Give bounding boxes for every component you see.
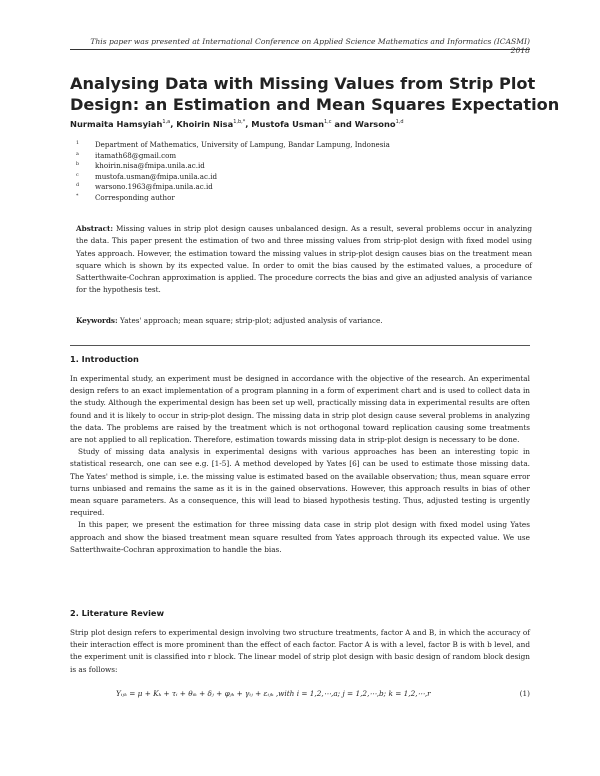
affiliation-mark: c [76, 172, 79, 178]
section-divider [70, 345, 530, 346]
affiliation-mark: 1 [76, 141, 80, 146]
affiliation-text: Department of Mathematics, University of Lampung, Bandar Lampung, Indonesia [95, 140, 390, 149]
affiliation-email: itamath68@gmail.com [95, 150, 177, 160]
paragraph: Strip plot design refers to experimental design involving two structure treatments, factor A and B, in which the accuracy of their interaction effect is more prominent than the effect of each factor. Factor A is with a level, factor B is with b level, and the experiment unit is classified into r block. The linear model of strip plot design with basic design of random block design is as follows: [70, 628, 530, 674]
equation-number: (1) [519, 689, 530, 698]
author-affiliation-mark: 1,d [395, 119, 404, 126]
affiliation-email: warsono.1963@fmipa.unila.ac.id [95, 182, 213, 192]
paper-title [70, 73, 560, 115]
affiliation-item [70, 161, 540, 172]
affiliation-mark: a [76, 151, 79, 157]
introduction-body [70, 373, 530, 556]
abstract-text: Missing values in strip plot design causes unbalanced design. As a result, several problems occur in analyzing the data. This paper present the estimation of two and three missing values from strip-plot design with fixed model using Yates approach. However, the estimation toward the missing values in strip-plot design causes bias on the treatment mean square which is shown by its expected value. In order to omit the bias caused by the estimated values, a procedure of Satterthwaite-Cochran approximation is applied. The procedure corrects the bias and give an adjusted analysis of variance for the hypothesis test. [76, 224, 532, 295]
title-line-2: Design: an Estimation and Mean Squares Expectation [70, 95, 560, 114]
affiliation-mark: b [76, 162, 80, 168]
author-list [70, 119, 404, 129]
conference-note: This paper was presented at International Conference on Applied Science Mathematics and Informatics (ICASMI) 2018 [90, 37, 530, 55]
section-heading-introduction: 1. Introduction [70, 354, 139, 364]
equation-expression: Yᵢⱼₖ = μ + Kₖ + τᵢ + θᵢₖ + δⱼ + φⱼₖ + γᵢⱼ + εᵢⱼₖ ,with i = 1,2,⋯,a; j = 1,2,⋯,b; k = 1,2,⋯,r [116, 689, 431, 698]
section-heading-literature-review: 2. Literature Review [70, 608, 165, 618]
affiliation-email: mustofa.usman@fmipa.unila.ac.id [95, 171, 218, 181]
header-divider [70, 49, 530, 50]
author-affiliation-mark: 1,a [162, 119, 171, 126]
keywords-label: Keywords: [76, 316, 118, 325]
affiliation-item [70, 193, 540, 204]
affiliation-email: khoirin.nisa@fmipa.unila.ac.id [95, 161, 205, 171]
author-affiliation-mark: 1,b,* [233, 119, 246, 126]
affiliation-item [70, 140, 540, 151]
author-separator: , [170, 119, 177, 129]
abstract-label: Abstract: [76, 224, 114, 233]
paragraph: Study of missing data analysis in experimental designs with various approaches has been an interesting topic in statistical research, one can see e.g. [1-5]. A method developed by Yates [6] can be used to estimate those missing data. The Yates' method is simple, i.e. the missing value is estimated based on the available observation; thus, mean square error turns unbiased and remains the same as it is in the gained observations. However, this approach results in bias of other mean square parameters. As a consequence, this will lead to biased hypothesis testing. Thus, adjusted testing is urgently required. [70, 447, 530, 518]
affiliation-item [70, 182, 540, 193]
corresponding-author-note: Corresponding author [95, 192, 175, 202]
literature-review-body [70, 627, 530, 676]
affiliation-list [70, 140, 540, 204]
author-name: Mustofa Usman [251, 119, 324, 129]
author-conjunction: and [331, 119, 355, 129]
paragraph: In this paper, we present the estimation for three missing data case in strip plot design with fixed model using Yates approach and show the biased treatment mean square resulted from Yates approach through its expected value. We use Satterthwaite-Cochran approximation to handle the bias. [70, 520, 530, 554]
affiliation-mark: d [76, 183, 80, 189]
author-affiliation-mark: 1,c [324, 119, 332, 126]
title-line-1: Analysing Data with Missing Values from Strip Plot [70, 74, 536, 93]
paragraph: In experimental study, an experiment must be designed in accordance with the objective of the research. An experimental design refers to an exact implementation of a program planning in a form of experiment chart and is used to collect data in the study. Although the experimental design has been set up well, practically missing data in experimental results are often found and it is likely to occur in strip-plot design. The missing data in strip plot design cause several problems in analyzing the data. The problems are raised by the treatment which is not orthogonal toward replication causing some treatments are not applied to all replication. Therefore, estimation towards missing data in strip-plot design is necessary to be done. [70, 374, 530, 445]
keywords-text: Yates' approach; mean square; strip-plot; adjusted analysis of variance. [117, 316, 383, 325]
equation-1 [70, 689, 530, 703]
affiliation-item [70, 151, 540, 162]
author-name: Warsono [354, 119, 396, 129]
keywords [76, 315, 532, 327]
author-name: Nurmaita Hamsyiah [70, 119, 163, 129]
author-name: Khoirin Nisa [176, 119, 234, 129]
author-separator: , [245, 119, 252, 129]
abstract [76, 223, 532, 297]
affiliation-mark: * [76, 193, 79, 199]
affiliation-item [70, 172, 540, 183]
